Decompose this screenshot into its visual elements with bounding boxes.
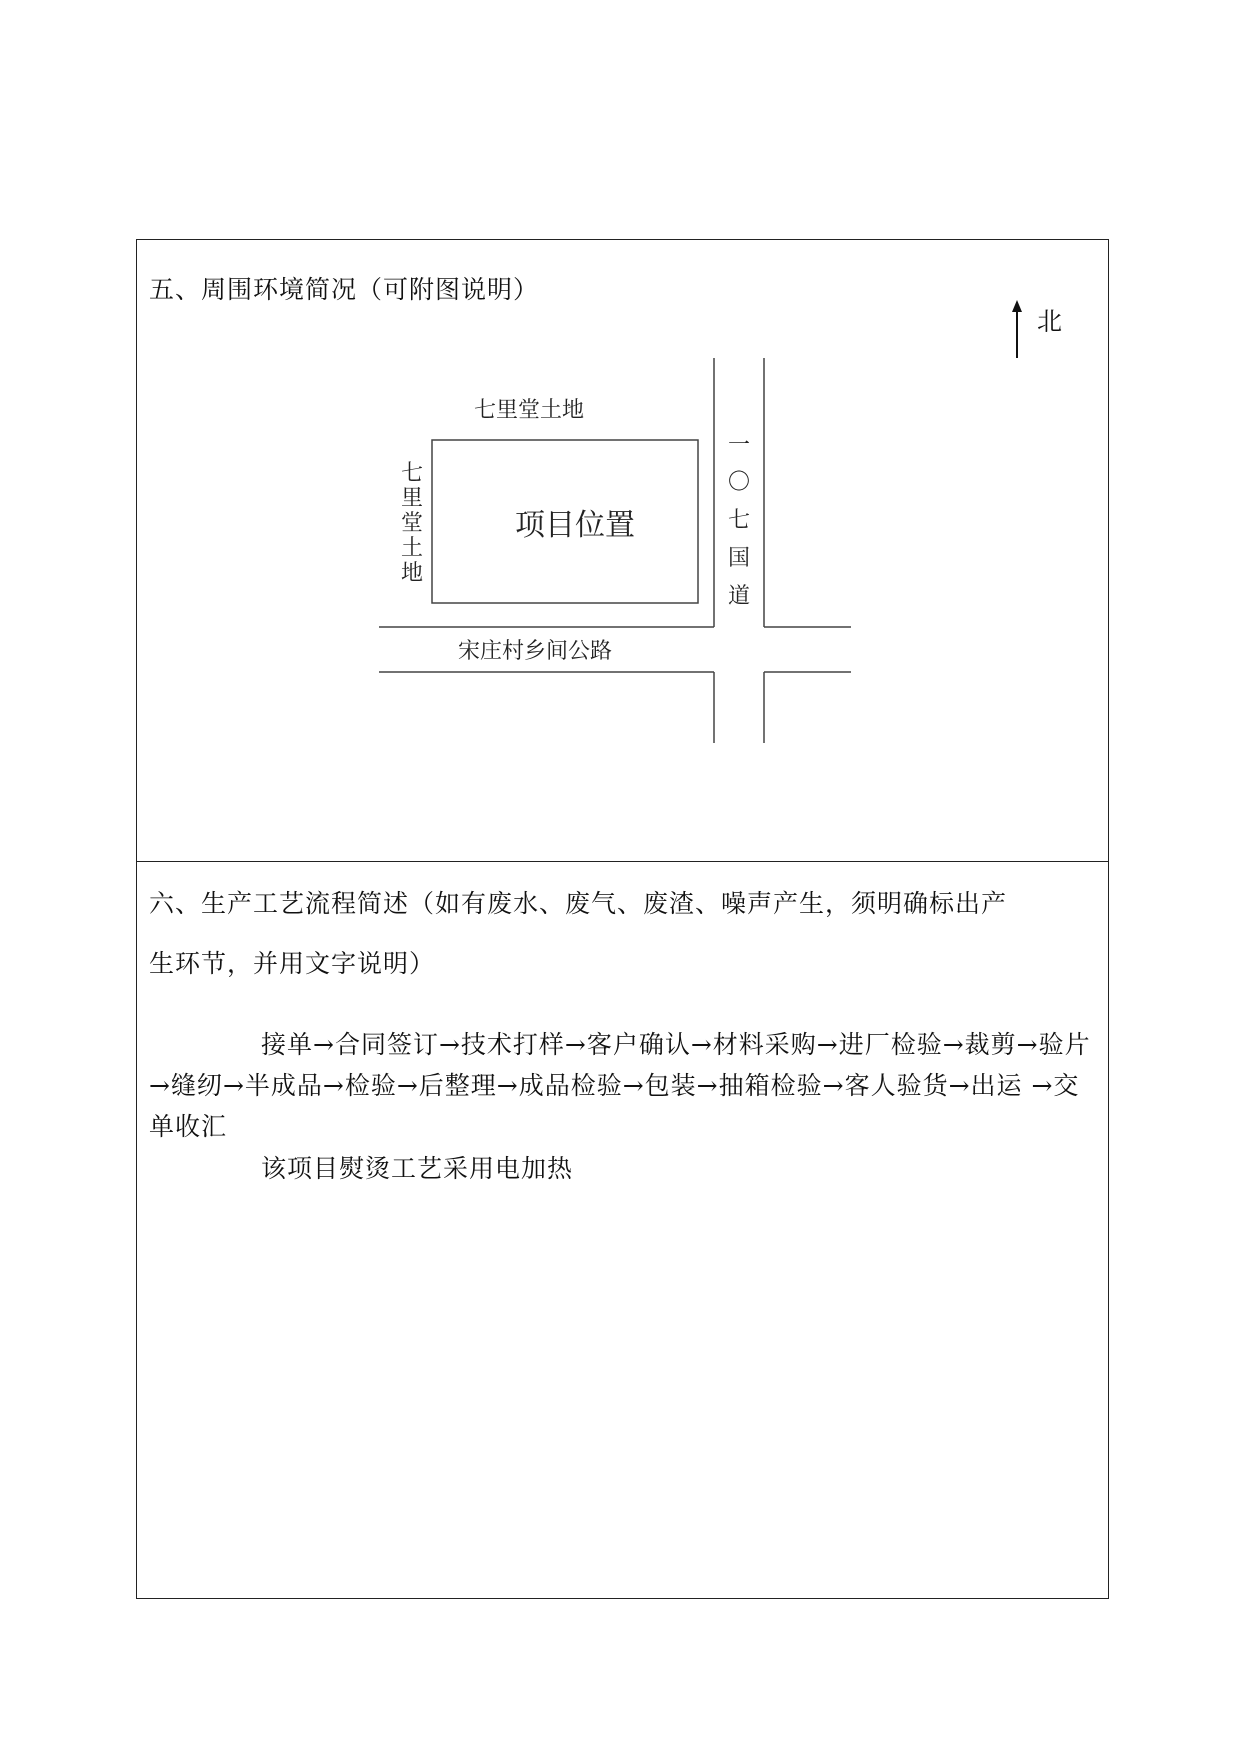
svg-text:堂: 堂 xyxy=(400,511,424,536)
process-note: 该项目熨烫工艺采用电加热 xyxy=(261,1154,574,1183)
section-title: 五、周围环境简况（可附图说明） xyxy=(149,275,540,304)
svg-text:道: 道 xyxy=(727,584,751,609)
svg-text:七: 七 xyxy=(400,461,424,486)
site-map xyxy=(137,240,1110,862)
section-title-line2: 生环节，并用文字说明） xyxy=(149,949,436,978)
section-process xyxy=(137,862,1108,1600)
form-table xyxy=(136,239,1109,1599)
svg-text:里: 里 xyxy=(400,486,424,511)
svg-text:一: 一 xyxy=(727,433,751,458)
village-road-edges xyxy=(379,627,851,672)
section-surroundings xyxy=(137,240,1108,862)
svg-text:〇: 〇 xyxy=(727,470,751,495)
svg-text:地: 地 xyxy=(400,561,424,586)
process-flow-text: 接单→合同签订→技术打样→客户确认→材料采购→进厂检验→裁剪→验片→缝纫→半成品→检验→后整理→成品检验→包装→抽箱检验→客人验货→出运 →交单收汇 xyxy=(149,1030,1091,1141)
north-label: 北 xyxy=(1037,307,1063,336)
section-title-line1: 六、生产工艺流程简述（如有废水、废气、废渣、噪声产生，须明确标出产 xyxy=(149,889,1008,918)
svg-text:土: 土 xyxy=(400,536,424,561)
village-road-label: 宋庄村乡间公路 xyxy=(457,639,613,664)
highway-label xyxy=(728,433,750,609)
west-land-label xyxy=(401,461,423,586)
svg-text:七: 七 xyxy=(727,508,751,533)
project-location-label: 项目位置 xyxy=(515,508,635,543)
svg-text:国: 国 xyxy=(727,546,751,571)
north-land-label: 七里堂土地 xyxy=(473,398,585,423)
